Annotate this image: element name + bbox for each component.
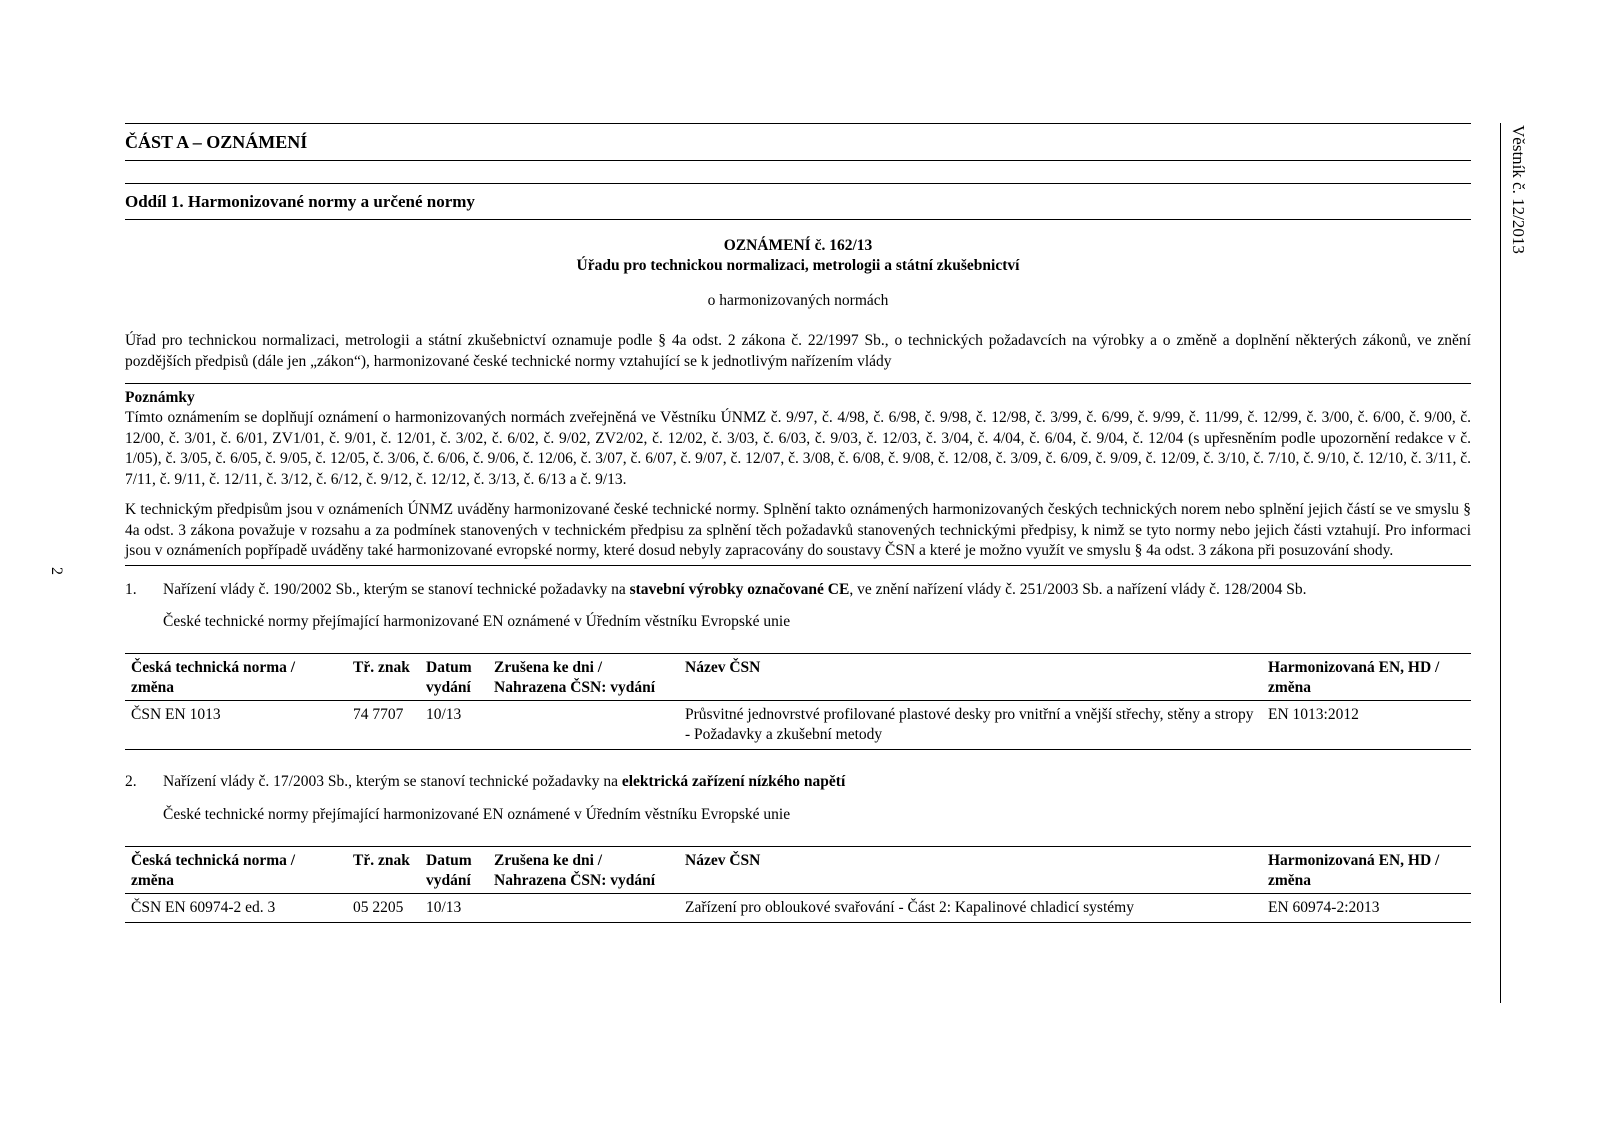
regulation-item xyxy=(125,772,1471,793)
divider xyxy=(125,565,1471,566)
header-name: Název ČSN xyxy=(685,659,761,676)
item-text-start: Nařízení vlády č. 17/2003 Sb., kterým se stanoví technické požadavky na xyxy=(163,773,622,790)
cell-norm: ČSN EN 1013 xyxy=(131,706,221,723)
cell-name: Průsvitné jednovrstvé profilované plastové desky pro vnitřní a vnější střechy, stěny a stropy - Požadavky a zkušební metody xyxy=(685,706,1254,743)
notice-title: OZNÁMENÍ č. 162/13 xyxy=(723,237,873,254)
notice-subtitle: Úřadu pro technickou normalizaci, metrologii a státní zkušebnictví xyxy=(576,257,1020,274)
header-class-code: Tř. znak xyxy=(353,659,410,676)
cell-class-code: 74 7707 xyxy=(353,706,404,723)
item-text xyxy=(163,580,1471,601)
header-name: Název ČSN xyxy=(685,851,761,869)
cell-harmonized: EN 60974-2:2013 xyxy=(1268,898,1380,916)
cell-withdrawn xyxy=(488,701,679,750)
item-text-bold: stavební výrobky označované CE xyxy=(629,580,850,598)
side-divider xyxy=(1500,123,1501,1003)
header-norm: Česká technická norma / změna xyxy=(131,659,296,696)
part-title: ČÁST A – OZNÁMENÍ xyxy=(125,132,308,152)
journal-side-title: Věstník č. 12/2013 xyxy=(1509,125,1528,254)
technical-paragraph: K technickým předpisům jsou v oznámeních ÚNMZ uváděny harmonizované české technické normy. Splnění takto oznámených harmonizovaných českých technických norem nebo splnění jejich částí se ve smyslu § 4a odst. 3 zákona považuje v rozsahu a za podmínek stanovených v technickém předpisu za splnění těch požadavků stanovených technickými předpisy, k nimž se tyto normy nebo jejich části vztahují. Pro informaci jsou v oznámeních popřípadě uváděny také harmonizované evropské normy, které dosud nebyly zapracovány do soustavy ČSN a které je možno využít ve smyslu § 4a odst. 3 zákona při posuzování shody. xyxy=(125,501,1471,559)
notes-paragraph: Tímto oznámením se doplňují oznámení o harmonizovaných normách zveřejněná ve Věstníku ÚNMZ č. 9/97, č. 4/98, č. 6/98, č. 9/98, č. 12/98, č. 3/99, č. 6/99, č. 9/99, č. 11/99, č. 12/99, č. 3/00, č. 6/00, č. 9/00, č. 12/00, č. 3/01, č. 6/01, ZV1/01, č. 9/01, č. 12/01, č. 3/02, č. 6/02, č. 9/02, ZV2/02, č. 12/02, č. 3/03, č. 6/03, č. 9/03, č. 12/03, č. 3/04, č. 4/04, č. 6/04, č. 9/04, č. 12/04 (s upřesněním podle upozornění redakce v č. 1/05), č. 3/05, č. 6/05, č. 9/05, č. 12/05, č. 3/06, č. 6/06, č. 9/06, č. 12/06, č. 3/07, č. 6/07, č. 9/07, č. 12/07, č. 3/08, č. 6/08, č. 9/08, č. 12/08, č. 3/09, č. 6/09, č. 9/09, č. 12/09, č. 3/10, č. 7/10, č. 9/10, č. 12/10, č. 3/11, č. 7/11, č. 9/11, č. 12/11, č. 3/12, č. 6/12, č. 9/12, č. 12/12, č. 3/13, č. 6/13 a č. 9/13. xyxy=(125,409,1471,488)
header-issued: Datum vydání xyxy=(426,851,472,889)
item-number: 2. xyxy=(125,773,137,790)
header-harmonized: Harmonizovaná EN, HD / změna xyxy=(1268,851,1440,889)
cell-issued: 10/13 xyxy=(426,898,462,916)
table-header-row xyxy=(125,846,1471,893)
header-withdrawn: Zrušena ke dni / Nahrazena ČSN: vydání xyxy=(494,851,656,889)
item-text-end: , ve znění nařízení vlády č. 251/2003 Sb. a nařízení vlády č. 128/2004 Sb. xyxy=(849,580,1307,598)
page-content xyxy=(125,123,1471,923)
cell-name: Zařízení pro obloukové svařování - Část 2: Kapalinové chladicí systémy xyxy=(685,898,1134,916)
intro-paragraph: Úřad pro technickou normalizaci, metrologii a státní zkušebnictví oznamuje podle § 4a odst. 2 zákona č. 22/1997 Sb., o technických požadavcích na výrobky a o změně a doplnění některých zákonů, ve znění pozdějších předpisů (dále jen „zákon“), harmonizované české technické normy vztahující se k jednotlivým nařízením vlády xyxy=(125,332,1471,370)
cell-norm: ČSN EN 60974-2 ed. 3 xyxy=(131,898,276,916)
notes-heading: Poznámky xyxy=(125,389,195,406)
item-text xyxy=(163,772,1471,793)
item-subtitle: České technické normy přejímající harmonizované EN oznámené v Úředním věstníku Evropské unie xyxy=(163,613,791,630)
header-issued: Datum vydání xyxy=(426,659,472,696)
norms-table xyxy=(125,846,1471,923)
header-withdrawn: Zrušena ke dni / Nahrazena ČSN: vydání xyxy=(494,659,656,696)
page-number: 2 xyxy=(48,567,65,575)
cell-harmonized: EN 1013:2012 xyxy=(1268,706,1359,723)
item-text-start: Nařízení vlády č. 190/2002 Sb., kterým se stanoví technické požadavky na xyxy=(163,580,630,598)
cell-withdrawn xyxy=(488,893,679,922)
norms-table xyxy=(125,653,1471,750)
cell-class-code: 05 2205 xyxy=(353,898,404,916)
item-number: 1. xyxy=(125,580,137,598)
table-header-row xyxy=(125,654,1471,701)
cell-issued: 10/13 xyxy=(426,706,462,723)
regulation-item xyxy=(125,580,1471,601)
item-subtitle: České technické normy přejímající harmonizované EN oznámené v Úředním věstníku Evropské unie xyxy=(163,805,791,823)
header-norm: Česká technická norma / změna xyxy=(131,851,296,889)
header-class-code: Tř. znak xyxy=(353,851,410,869)
divider xyxy=(125,219,1471,220)
divider xyxy=(125,383,1471,384)
section-title: Oddíl 1. Harmonizované normy a určené normy xyxy=(125,192,475,211)
table-row xyxy=(125,893,1471,922)
table-row xyxy=(125,701,1471,750)
header-harmonized: Harmonizovaná EN, HD / změna xyxy=(1268,659,1440,696)
notice-topic: o harmonizovaných normách xyxy=(707,292,889,309)
item-text-bold: elektrická zařízení nízkého napětí xyxy=(621,773,846,790)
